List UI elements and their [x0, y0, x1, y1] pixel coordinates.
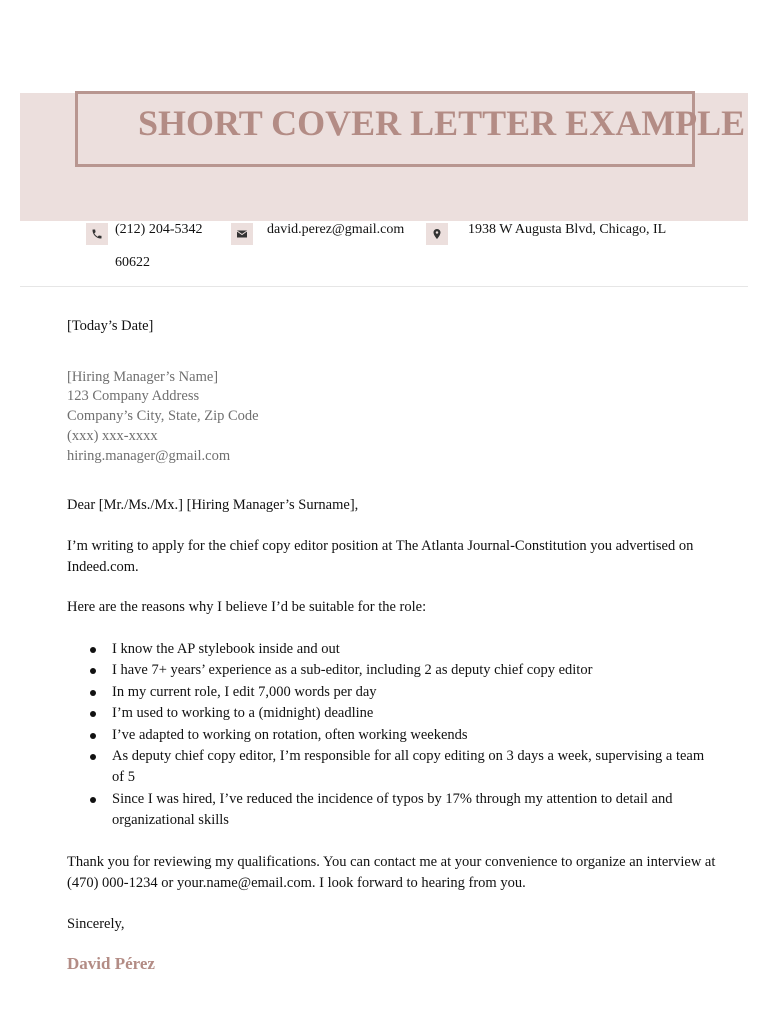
recipient-phone: (xxx) xxx-xxxx	[67, 428, 158, 444]
recipient-name: [Hiring Manager’s Name]	[67, 369, 219, 385]
bullet-dot	[90, 754, 96, 760]
list-item	[112, 660, 717, 681]
reasons-intro: Here are the reasons why I believe I’d be suitable for the role:	[67, 599, 427, 615]
list-item	[112, 703, 717, 724]
bullet-dot	[90, 668, 96, 674]
list-item-text: Since I was hired, I’ve reduced the incidence of typos by 17% through my attention to detail and organizational skills	[112, 790, 673, 829]
envelope-icon	[231, 223, 253, 245]
page-title: SHORT COVER LETTER EXAMPLE	[138, 103, 746, 143]
list-item	[112, 725, 717, 746]
recipient-address: 123 Company Address	[67, 388, 200, 404]
list-item	[112, 746, 717, 789]
recipient-city: Company’s City, State, Zip Code	[67, 408, 259, 424]
list-item-text: I have 7+ years’ experience as a sub-editor, including 2 as deputy chief copy editor	[112, 662, 593, 679]
list-item-text: I’m used to working to a (midnight) deadline	[112, 705, 374, 722]
header-divider	[20, 286, 748, 287]
bullet-dot	[90, 797, 96, 803]
closing-paragraph: Thank you for reviewing my qualifications. You can contact me at your convenience to organize an interview at (470) 000-1234 or your.name@email.com. I look forward to hearing from you.	[67, 854, 716, 891]
phone-number: (212) 204-5342	[115, 222, 203, 237]
address-line-1: 1938 W Augusta Blvd, Chicago, IL	[468, 222, 667, 237]
map-pin-icon	[426, 223, 448, 245]
email-address: david.perez@gmail.com	[267, 222, 405, 237]
bullet-dot	[90, 647, 96, 653]
bullet-dot	[90, 733, 96, 739]
intro-paragraph: I’m writing to apply for the chief copy editor position at The Atlanta Journal-Constitution you advertised on Indeed.com.	[67, 538, 694, 575]
list-item	[112, 789, 717, 832]
signature-name: David Pérez	[67, 954, 155, 973]
list-item	[112, 639, 717, 660]
letter-date: [Today’s Date]	[67, 318, 154, 334]
bullet-dot	[90, 690, 96, 696]
address-line-2: 60622	[115, 255, 150, 270]
list-item-text: I’ve adapted to working on rotation, often working weekends	[112, 726, 468, 743]
list-item-text: In my current role, I edit 7,000 words per day	[112, 683, 377, 700]
recipient-email: hiring.manager@gmail.com	[67, 448, 231, 464]
phone-icon	[86, 223, 108, 245]
bullet-dot	[90, 711, 96, 717]
list-item-text: I know the AP stylebook inside and out	[112, 641, 340, 657]
reasons-list	[67, 639, 717, 832]
sign-off: Sincerely,	[67, 916, 125, 932]
list-item-text: As deputy chief copy editor, I’m responsible for all copy editing on 3 days a week, supervising a team of 5	[112, 748, 705, 786]
list-item	[112, 682, 717, 703]
salutation: Dear [Mr./Ms./Mx.] [Hiring Manager’s Surname],	[67, 497, 359, 513]
